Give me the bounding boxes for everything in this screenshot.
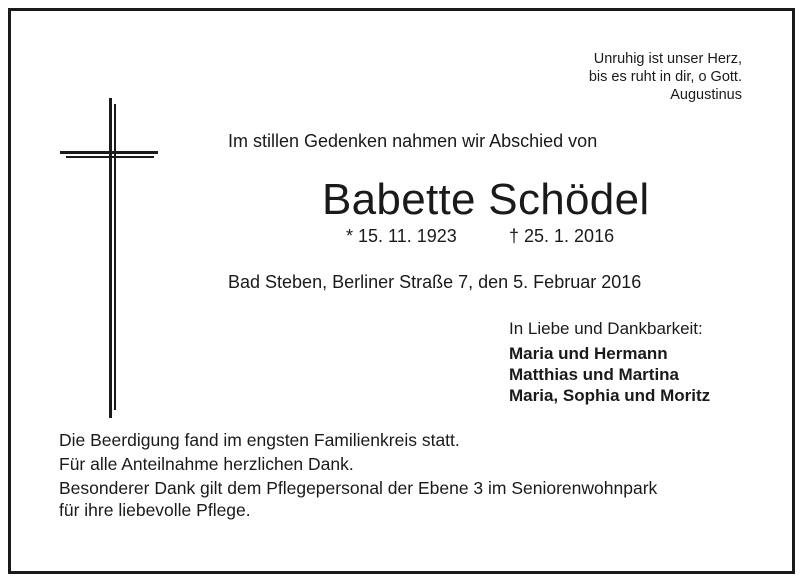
closing-notes: [59, 429, 749, 523]
thanks-note: Für alle Anteilnahme herzlichen Dank.: [59, 454, 354, 474]
mourner-names: [509, 343, 710, 406]
deceased-name: Babette Schödel: [322, 175, 650, 224]
bible-quote: [589, 50, 742, 104]
death-date: † 25. 1. 2016: [509, 226, 615, 246]
cross-icon: [58, 98, 162, 418]
mourners-heading: In Liebe und Dankbarkeit:: [509, 319, 703, 338]
mourner-name: Maria und Hermann: [509, 344, 668, 363]
place-and-date: Bad Steben, Berliner Straße 7, den 5. Februar 2016: [228, 272, 642, 292]
birth-date: * 15. 11. 1923: [346, 226, 457, 246]
quote-line-2: bis es ruht in dir, o Gott.: [588, 69, 742, 85]
mourner-name: Maria, Sophia und Moritz: [509, 386, 711, 405]
quote-author: Augustinus: [670, 87, 742, 103]
mourners-block: [509, 318, 710, 406]
funeral-note: Die Beerdigung fand im engsten Familienkreis statt.: [59, 430, 460, 450]
mourner-name: Matthias und Martina: [509, 365, 680, 384]
special-thanks-line-1: Besonderer Dank gilt dem Pflegepersonal der Ebene 3 im Seniorenwohnpark: [59, 478, 658, 498]
quote-line-1: Unruhig ist unser Herz,: [593, 51, 742, 67]
special-thanks-line-2: für ihre liebevolle Pflege.: [59, 500, 251, 520]
intro-text: Im stillen Gedenken nahmen wir Abschied von: [228, 131, 598, 151]
